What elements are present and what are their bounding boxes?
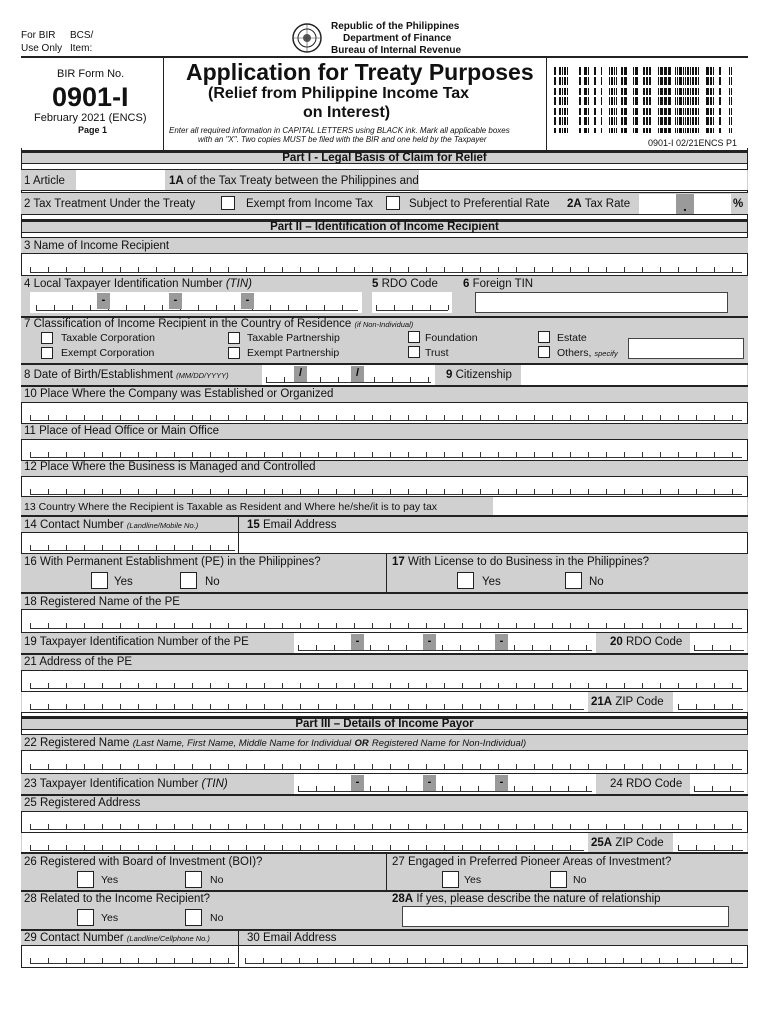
trust-checkbox[interactable] (408, 346, 420, 358)
payor-tin-dash-3: - (495, 775, 508, 791)
email-label: 15 Email Address (247, 519, 337, 531)
relationship-input[interactable] (402, 906, 729, 927)
pe-name-label: 18 Registered Name of the PE (24, 596, 180, 608)
country-taxable-label: 13 Country Where the Recipient is Taxable as Resident and Where he/she/it is to pay tax (24, 501, 438, 513)
place-established-label: 10 Place Where the Company was Established or Organized (24, 388, 334, 400)
recipient-name-ticks (30, 264, 742, 273)
payor-name-label: 22 Registered Name (Last Name, First Name, Middle Name for Individual OR Registered Name for Non-Individual) (24, 737, 527, 749)
exempt-partnership-label: Exempt Partnership (247, 347, 340, 359)
form-number: 0901-I (52, 82, 129, 112)
pe-address-label: 21 Address of the PE (24, 656, 133, 668)
pe-tin-dash-2: - (423, 634, 436, 650)
citizenship-input[interactable] (521, 365, 747, 385)
pe-tin-dash-3: - (495, 634, 508, 650)
estate-checkbox[interactable] (538, 331, 550, 343)
foreign-tin-input[interactable] (475, 292, 728, 313)
relationship-label: 28A If yes, please describe the nature of relationship (392, 893, 661, 905)
pe-yes-label: Yes (114, 576, 133, 588)
preferential-rate-label: Subject to Preferential Rate (409, 198, 550, 210)
item-label: Item: (70, 43, 93, 54)
business-managed-label: 12 Place Where the Business is Managed and Controlled (24, 461, 316, 473)
form-subtitle-1: (Relief from Philippine Income Tax (208, 85, 470, 102)
boi-yes-label: Yes (101, 874, 119, 886)
pioneer-yes-label: Yes (464, 874, 482, 886)
tin-dash-2: - (169, 293, 182, 309)
taxable-corporation-checkbox[interactable] (41, 332, 53, 344)
payor-contact-label: 29 Contact Number (Landline/Cellphone No.) (24, 932, 210, 944)
department-text: Department of Finance (343, 33, 452, 44)
boi-yes-checkbox[interactable] (77, 871, 94, 888)
treaty-country-input[interactable] (419, 170, 747, 190)
local-tin-ticks (36, 302, 358, 311)
pioneer-no-label: No (573, 874, 587, 886)
pe-no-checkbox[interactable] (180, 572, 197, 589)
estate-label: Estate (557, 332, 587, 344)
date-slash-1: / (294, 366, 307, 382)
email-input[interactable] (239, 533, 747, 553)
trust-label: Trust (425, 347, 449, 359)
instructions-line-2: with an "X". Two copies MUST be filed with the BIR and one held by the Taxpayer (198, 135, 487, 144)
payor-tin-label: 23 Taxpayer Identification Number (TIN) (24, 778, 228, 790)
pe-tin-dash-1: - (351, 634, 364, 650)
form-subtitle-2: on Interest) (303, 104, 391, 121)
others-checkbox[interactable] (538, 346, 550, 358)
use-only-label: Use Only (21, 43, 63, 54)
article-input[interactable] (76, 170, 165, 190)
payor-rdo-label: 24 RDO Code (610, 778, 683, 790)
boi-label: 26 Registered with Board of Investment (BOI)? (24, 856, 263, 868)
exempt-corporation-checkbox[interactable] (41, 347, 53, 359)
payor-tin-dash-1: - (351, 775, 364, 791)
bir-seal-logo (289, 22, 325, 54)
article-label: 1 Article (24, 175, 65, 187)
license-no-label: No (589, 576, 604, 588)
rdo-code-label: 5 RDO Code (372, 278, 438, 290)
decimal-point: . (676, 194, 694, 214)
barcode-image (554, 67, 744, 134)
bcs-label: BCS/ (70, 30, 94, 41)
tax-rate-label: 2A Tax Rate (567, 198, 631, 210)
related-yes-label: Yes (101, 912, 119, 924)
preferential-rate-checkbox[interactable] (386, 196, 400, 210)
foundation-checkbox[interactable] (408, 331, 420, 343)
pe-zip-label: 21A ZIP Code (591, 696, 664, 708)
payor-email-label: 30 Email Address (247, 932, 337, 944)
part3-heading: Part III – Details of Income Payor (21, 716, 748, 730)
boi-no-label: No (210, 874, 224, 886)
taxable-partnership-checkbox[interactable] (228, 332, 240, 344)
percent-sign: % (733, 198, 744, 210)
for-bir-label: For BIR (21, 30, 56, 41)
part2-heading: Part II – Identification of Income Recipient (21, 219, 748, 233)
date-slash-2: / (351, 366, 364, 382)
bureau-text: Bureau of Internal Revenue (331, 45, 462, 56)
pioneer-no-checkbox[interactable] (550, 871, 567, 888)
citizenship-label: 9 Citizenship (446, 369, 512, 381)
exempt-income-tax-label: Exempt from Income Tax (246, 198, 373, 210)
head-office-label: 11 Place of Head Office or Main Office (24, 425, 219, 437)
pe-no-label: No (205, 576, 220, 588)
pe-tin-label: 19 Taxpayer Identification Number of the PE (24, 636, 249, 648)
tax-treatment-label: 2 Tax Treatment Under the Treaty (24, 198, 196, 210)
related-yes-checkbox[interactable] (77, 909, 94, 926)
foundation-label: Foundation (425, 332, 478, 344)
instructions-line-1: Enter all required information in CAPITAL LETTERS using BLACK ink. Mark all applicable boxes (169, 126, 510, 135)
exempt-partnership-checkbox[interactable] (228, 347, 240, 359)
others-label: Others, specify (557, 347, 618, 359)
others-specify-input[interactable] (628, 338, 744, 359)
related-no-checkbox[interactable] (185, 909, 202, 926)
republic-text: Republic of the Philippines (331, 21, 460, 32)
license-label: 17 With License to do Business in the Philippines? (392, 556, 650, 568)
payor-address-label: 25 Registered Address (24, 797, 141, 809)
exempt-corporation-label: Exempt Corporation (61, 347, 155, 359)
payor-tin-dash-2: - (423, 775, 436, 791)
form-date: February 2021 (ENCS) (34, 112, 147, 124)
tin-dash-3: - (241, 293, 254, 309)
barcode-code: 0901-I 02/21ENCS P1 (648, 138, 738, 148)
country-taxable-input[interactable] (493, 497, 747, 515)
pe-rdo-label: 20 RDO Code (610, 636, 683, 648)
permanent-establishment-label: 16 With Permanent Establishment (PE) in the Philippines? (24, 556, 321, 568)
form-no-label: BIR Form No. (57, 68, 125, 80)
birth-date-label: 8 Date of Birth/Establishment (MM/DD/YYYY) (24, 369, 229, 381)
license-yes-checkbox[interactable] (457, 572, 474, 589)
header-rule (21, 56, 748, 58)
pioneer-yes-checkbox[interactable] (442, 871, 459, 888)
page-number: Page 1 (78, 125, 108, 135)
pe-yes-checkbox[interactable] (91, 572, 108, 589)
form-title: Application for Treaty Purposes (186, 59, 534, 85)
pioneer-label: 27 Engaged in Preferred Pioneer Areas of Investment? (392, 856, 672, 868)
taxable-partnership-label: Taxable Partnership (247, 332, 340, 344)
related-label: 28 Related to the Income Recipient? (24, 893, 211, 905)
tin-dash-1: - (97, 293, 110, 309)
foreign-tin-label: 6 Foreign TIN (463, 278, 534, 290)
part1-heading: Part I - Legal Basis of Claim for Relief (21, 150, 748, 164)
taxable-corporation-label: Taxable Corporation (61, 332, 155, 344)
contact-number-label: 14 Contact Number (Landline/Mobile No.) (24, 519, 199, 531)
license-yes-label: Yes (482, 576, 501, 588)
local-tin-label: 4 Local Taxpayer Identification Number (TIN) (24, 278, 252, 290)
payor-zip-label: 25A ZIP Code (591, 837, 664, 849)
classification-label: 7 Classification of Income Recipient in the Country of Residence (if Non-Individual) (24, 318, 414, 330)
treaty-country-label: 1A of the Tax Treaty between the Philippines and (169, 175, 419, 187)
related-no-label: No (210, 912, 224, 924)
license-no-checkbox[interactable] (565, 572, 582, 589)
exempt-income-tax-checkbox[interactable] (221, 196, 235, 210)
boi-no-checkbox[interactable] (185, 871, 202, 888)
recipient-name-label: 3 Name of Income Recipient (24, 240, 170, 252)
